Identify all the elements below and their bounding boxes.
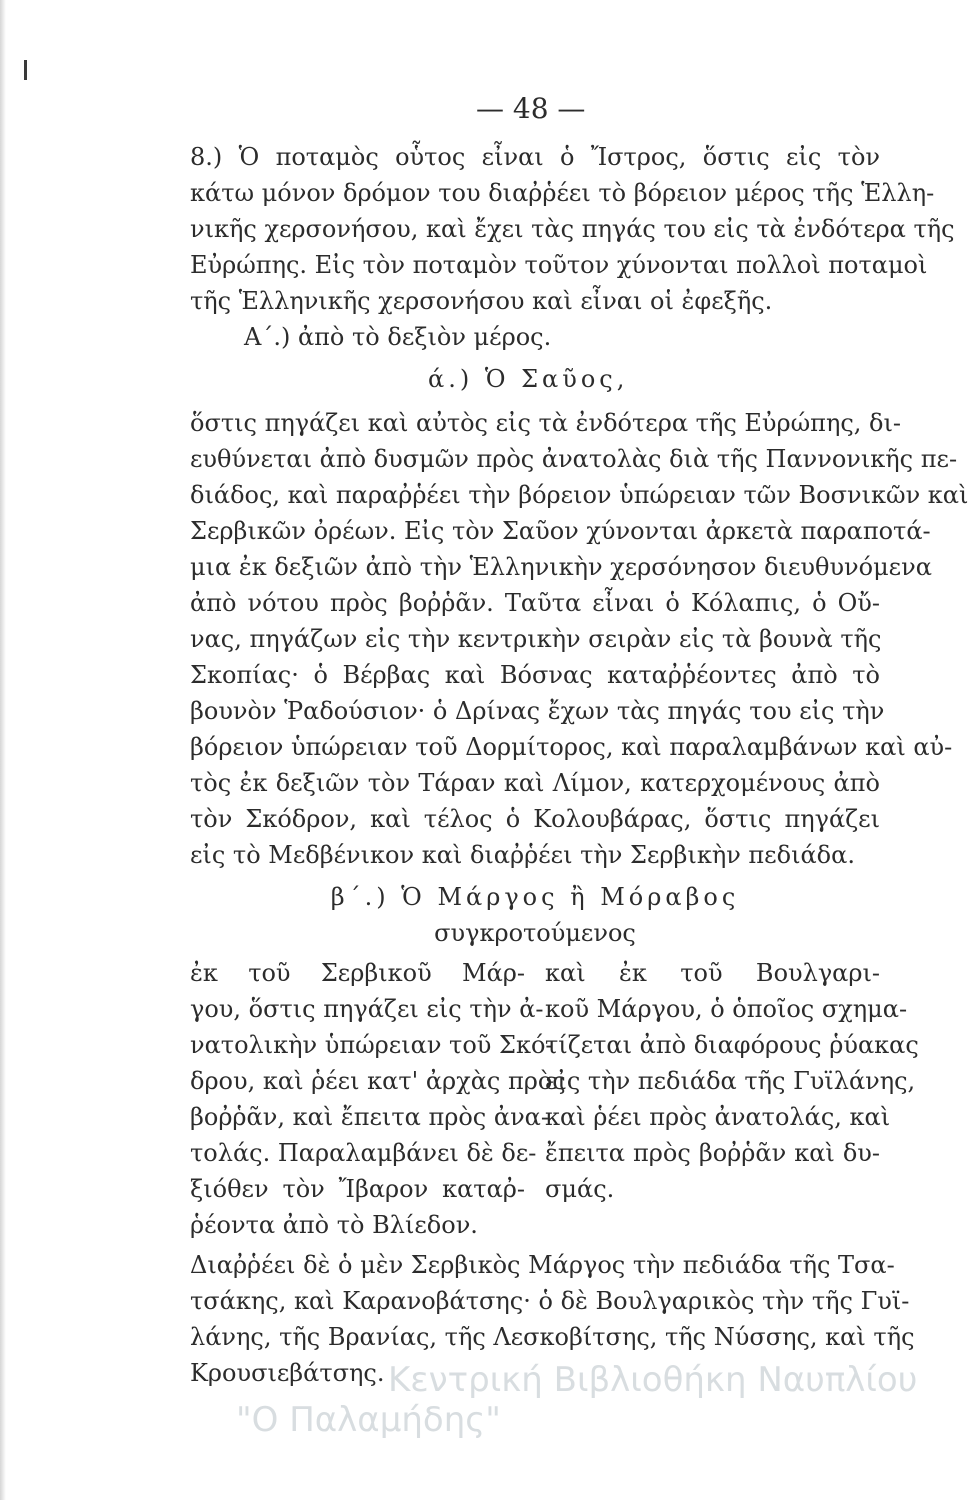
page-edge-shadow <box>0 0 6 1500</box>
right-column-line: εἰς τὴν πεδιάδα τῆς Γυϊλάνης, <box>545 1067 916 1095</box>
text-line: ὅστις πηγάζει καὶ αὐτὸς εἰς τὰ ἐνδότερα τῆς Εὐρώπης, δι- <box>190 409 901 437</box>
text-line: ἀπὸ νότου πρὸς βοῤῥᾶν. Ταῦτα εἶναι ὁ Κόλαπις, ὁ Οὔ- <box>190 589 880 617</box>
library-watermark-line1: Κεντρική Βιβλιοθήκη Ναυπλίου <box>388 1360 918 1400</box>
text-line: Εὐρώπης. Εἰς τὸν ποταμὸν τοῦτον χύνονται πολλοὶ ποταμοὶ <box>190 251 928 279</box>
river-heading-saos: ά.) Ὁ Σαῦος, <box>428 365 629 393</box>
left-column-line: τολάς. Παραλαμβάνει δὲ δε- <box>190 1139 537 1167</box>
text-line: τὸν Σκόδρον, καὶ τέλος ὁ Κολουβάρας, ὅστις πηγάζει <box>190 805 880 833</box>
left-column-line: γου, ὅστις πηγάζει εἰς τὴν ἀ- <box>190 995 544 1023</box>
text-line: τῆς Ἑλληνικῆς χερσονήσου καὶ εἶναι οἱ ἐφεξῆς. <box>190 287 773 315</box>
left-column-line: νατολικὴν ὑπώρειαν τοῦ Σκό- <box>190 1031 554 1059</box>
left-column-line: βοῤῥᾶν, καὶ ἔπειτα πρὸς ἀνα- <box>190 1103 549 1131</box>
right-column-line: καὶ ἐκ τοῦ Βουλγαρι- <box>545 959 880 987</box>
text-line: κάτω μόνον δρόμον του διαῤῥέει τὸ βόρειον μέρος τῆς Ἑλλη- <box>190 179 935 207</box>
right-column-line: τίζεται ἀπὸ διαφόρους ῥύακας <box>545 1031 919 1059</box>
text-line: τσάκης, καὶ Καρανοβάτσης· ὁ δὲ Βουλγαρικὸς τὴν τῆς Γυϊ- <box>190 1287 910 1315</box>
text-line: 8.) Ὁ ποταμὸς οὗτος εἶναι ὁ Ἴστρος, ὅστις εἰς τὸν <box>190 143 880 171</box>
left-column-line: ἐκ τοῦ Σερβικοῦ Μάρ- <box>190 959 525 987</box>
text-line: εἰς τὸ Μεδβένικον καὶ διαῤῥέει τὴν Σερβικὴν πεδιάδα. <box>190 841 855 869</box>
text-line: λάνης, τῆς Βρανίας, τῆς Λεσκοβίτσης, τῆς Νύσσης, καὶ τῆς <box>190 1323 915 1351</box>
river-heading-sub: συγκροτούμενος <box>434 919 636 947</box>
margin-mark <box>24 60 27 80</box>
text-line: βόρειον ὑπώρειαν τοῦ Δορμίτορος, καὶ παραλαμβάνων καὶ αὐ- <box>190 733 953 761</box>
right-column-line: σμάς. <box>545 1175 615 1203</box>
text-line: τὸς ἐκ δεξιῶν τὸν Τάραν καὶ Λίμον, κατερχομένους ἀπὸ <box>190 769 880 797</box>
left-column-line: δρου, καὶ ῥέει κατ' ἀρχὰς πρὸς <box>190 1067 566 1095</box>
library-watermark-line2: "Ο Παλαμήδης" <box>236 1400 501 1440</box>
section-heading-a: Α΄.) ἀπὸ τὸ δεξιὸν μέρος. <box>244 323 552 351</box>
right-column-line: καὶ ῥέει πρὸς ἀνατολάς, καὶ <box>545 1103 891 1131</box>
left-column-line: ξιόθεν τὸν Ἴβαρον καταῤ- <box>190 1175 525 1203</box>
text-line: βουνὸν Ῥαδούσιον· ὁ Δρίνας ἔχων τὰς πηγάς του εἰς τὴν <box>190 697 885 725</box>
text-line: μια ἐκ δεξιῶν ἀπὸ τὴν Ἑλληνικὴν χερσόνησον διευθυνόμενα <box>190 553 932 581</box>
text-line: Σκοπίας· ὁ Βέρβας καὶ Βόσνας καταῤῥέοντες ἀπὸ τὸ <box>190 661 880 689</box>
text-line: νας, πηγάζων εἰς τὴν κεντρικὴν σειρὰν εἰς τὰ βουνὰ τῆς <box>190 625 882 653</box>
text-line: Σερβικῶν ὀρέων. Εἰς τὸν Σαῦον χύνονται ἀρκετὰ παραποτά- <box>190 517 931 545</box>
right-column-line: κοῦ Μάργου, ὁ ὁποῖος σχημα- <box>545 995 908 1023</box>
right-column-line: ἔπειτα πρὸς βοῤῥᾶν καὶ δυ- <box>545 1139 880 1167</box>
text-line: Διαῤῥέει δὲ ὁ μὲν Σερβικὸς Μάργος τὴν πεδιάδα τῆς Τσα- <box>190 1251 895 1279</box>
text-line: νικῆς χερσονήσου, καὶ ἔχει τὰς πηγάς του εἰς τὰ ἐνδότερα τῆς <box>190 215 955 243</box>
text-line: Κρουσιεβάτσης. <box>190 1359 385 1387</box>
text-line: διάδος, καὶ παραῤῥέει τὴν βόρειον ὑπώρειαν τῶν Βοσνικῶν καὶ <box>190 481 969 509</box>
river-heading-margos: β΄.) Ὁ Μάργος ἢ Μόραβος <box>330 883 740 911</box>
left-column-line: ῥέοντα ἀπὸ τὸ Βλίεδον. <box>190 1211 478 1239</box>
page-number: — 48 — <box>476 92 586 125</box>
text-line: ευθύνεται ἀπὸ δυσμῶν πρὸς ἀνατολὰς διὰ τῆς Παννονικῆς πε- <box>190 445 958 473</box>
